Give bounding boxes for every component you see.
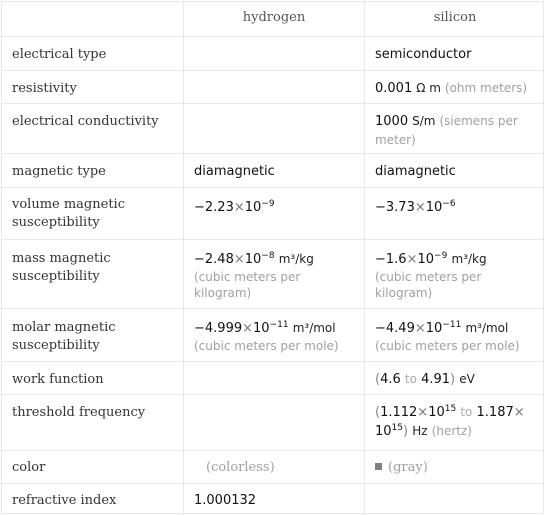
row-resistivity (2, 70, 543, 103)
row-electrical-conductivity (2, 103, 543, 153)
gray-swatch-icon (375, 463, 382, 470)
silicon-threshold-frequency: ($1.112\times 10^{15}$ to 1.187× (375, 404, 525, 420)
row-label: molar magnetic susceptibility (12, 320, 116, 353)
silicon-resistivity-desc: (ohm meters) (444, 81, 528, 95)
silicon-volume-susceptibility: $-3.73\times 10^{-6}$ (375, 199, 456, 215)
silicon-resistivity-value: 0.001 (375, 81, 413, 96)
row-molar-magnetic-susceptibility (2, 308, 543, 361)
row-label: electrical conductivity (12, 114, 159, 129)
row-label: mass magnetic susceptibility (12, 251, 111, 284)
comparison-table (1, 1, 544, 514)
hydrogen-color: (colorless) (206, 460, 275, 475)
row-label: refractive index (12, 493, 117, 508)
row-label: color (12, 460, 46, 475)
hydrogen-volume-susceptibility: $-2.23\times 10^{-9}$ (194, 199, 275, 215)
silicon-work-function: (4.6 to 4.91) eV (375, 372, 475, 387)
hydrogen-refractive-index: 1.000132 (194, 493, 257, 508)
header-hydrogen: hydrogen (183, 2, 364, 36)
silicon-mass-susceptibility: $-1.6\times 10^{-9}$ m³/kg (375, 251, 487, 267)
hydrogen-molar-susceptibility-desc: (cubic meters per mole) (194, 339, 339, 353)
header-silicon: silicon (364, 2, 545, 36)
row-refractive-index (2, 483, 543, 515)
row-label: electrical type (12, 47, 107, 62)
row-volume-magnetic-susceptibility (2, 187, 543, 239)
row-label: work function (12, 372, 104, 387)
header-empty-cell (2, 2, 183, 36)
row-electrical-type (2, 36, 543, 70)
row-color (2, 450, 543, 483)
silicon-color: (gray) (388, 460, 428, 475)
row-label: threshold frequency (12, 405, 146, 420)
row-threshold-frequency (2, 394, 543, 450)
silicon-molar-susceptibility-desc: (cubic meters per mole) (375, 339, 520, 353)
silicon-conductivity-value: 1000 (375, 114, 409, 129)
silicon-conductivity-desc: (siemens per meter) (375, 114, 518, 147)
row-label: volume magnetic susceptibility (12, 197, 125, 230)
row-label: resistivity (12, 81, 77, 96)
hydrogen-magnetic-type: diamagnetic (194, 164, 275, 179)
silicon-threshold-frequency-cont: $10^{15}$) Hz (hertz) (375, 423, 472, 439)
row-mass-magnetic-susceptibility (2, 239, 543, 308)
hydrogen-molar-susceptibility: $-4.999\times 10^{-11}$ m³/mol (194, 320, 336, 336)
row-magnetic-type (2, 153, 543, 187)
hydrogen-mass-susceptibility-desc: (cubic meters per kilogram) (194, 270, 301, 300)
header-row (2, 2, 543, 36)
hydrogen-mass-susceptibility: $-2.48\times 10^{-8}$ m³/kg (194, 251, 314, 267)
row-work-function (2, 361, 543, 394)
silicon-electrical-type: semiconductor (375, 47, 472, 62)
silicon-mass-susceptibility-desc: (cubic meters per kilogram) (375, 270, 482, 300)
row-label: magnetic type (12, 164, 106, 179)
silicon-conductivity-unit: S/m (412, 114, 436, 128)
silicon-magnetic-type: diamagnetic (375, 164, 456, 179)
silicon-resistivity-unit: Ω m (416, 81, 441, 95)
silicon-molar-susceptibility: $-4.49\times 10^{-11}$ m³/mol (375, 320, 509, 336)
